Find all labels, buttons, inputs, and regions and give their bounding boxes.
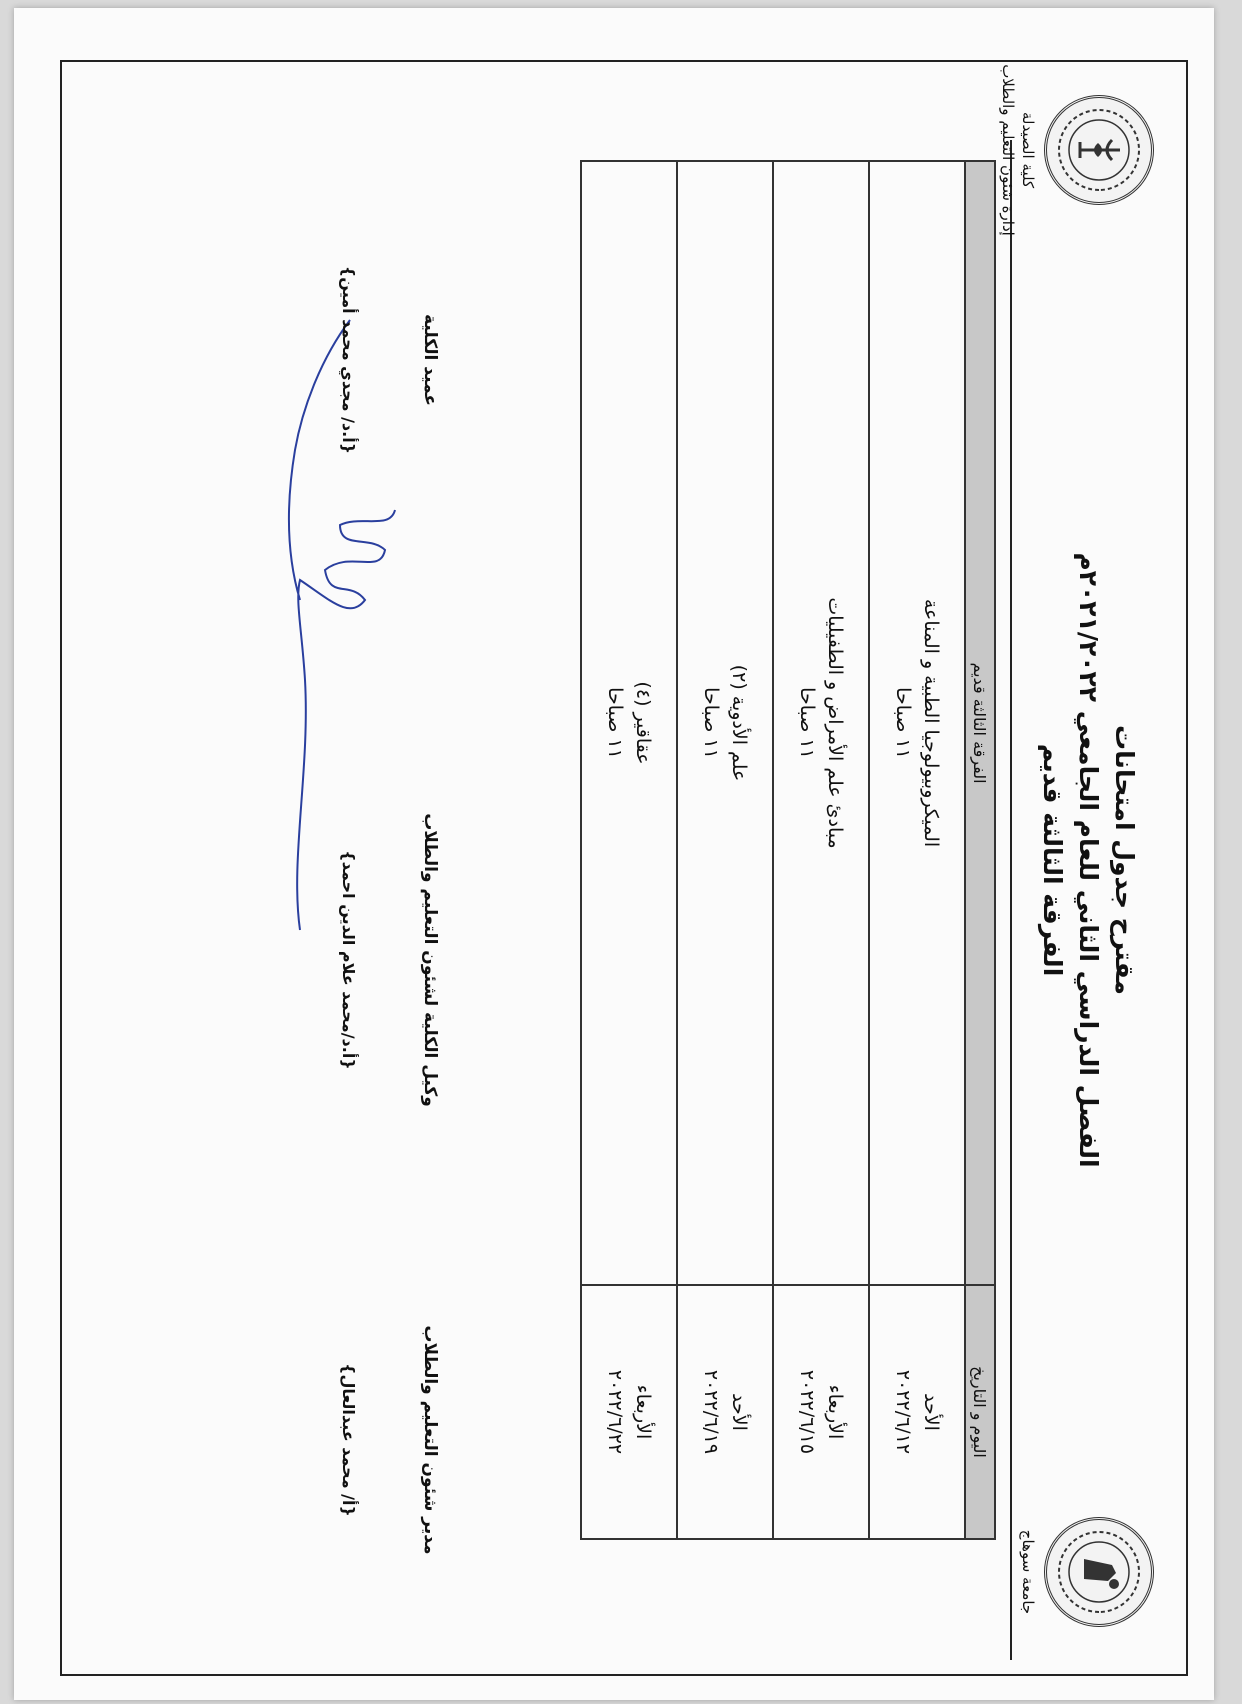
faculty-seal-icon	[1044, 95, 1154, 205]
day-label: الأربعاء	[632, 1384, 654, 1440]
signatures-area	[220, 60, 440, 1660]
date-cell	[581, 1285, 677, 1539]
group-title: الفرقة الثالثة قديم	[1038, 743, 1067, 977]
date-cell	[677, 1285, 773, 1539]
header-divider	[1010, 140, 1012, 1660]
table-row	[869, 161, 965, 1539]
director-name: {أ/ محمد عبدالعال}	[339, 1363, 358, 1517]
director-role: مدير شئون التعليم والطلاب	[420, 1325, 440, 1555]
vice-dean-signature-block	[339, 780, 440, 1140]
day-label: الأحد	[920, 1393, 942, 1431]
university-seal-icon	[1044, 1517, 1154, 1627]
table-header-row	[965, 161, 995, 1539]
date-cell	[869, 1285, 965, 1539]
date-cell	[773, 1285, 869, 1539]
date-label: ٢٠٢٢/٦/٢٢	[604, 1369, 626, 1455]
university-block	[1018, 1502, 1154, 1642]
dean-signature-block	[339, 210, 440, 510]
exam-schedule-document	[52, 60, 1160, 1660]
day-label: الأربعاء	[824, 1384, 846, 1440]
table-row	[581, 161, 677, 1539]
faculty-block	[998, 60, 1154, 240]
header-day-date: اليوم و التاريخ	[965, 1285, 995, 1539]
exam-cell	[869, 161, 965, 1285]
subject-label: مبادئ علم الأمراض و الطفيليات	[824, 597, 846, 849]
exam-cell	[773, 161, 869, 1285]
subject-label: عقاقير (٤)	[632, 681, 654, 765]
title-block	[1034, 480, 1142, 1240]
director-signature-block	[339, 1290, 440, 1590]
date-label: ٢٠٢٢/٦/١٢	[892, 1369, 914, 1455]
faculty-name: كلية الصيدلة	[1019, 111, 1037, 189]
time-label: ١١ صباحا	[796, 687, 818, 759]
subject-label: علم الأدوية (٢)	[728, 664, 750, 782]
dean-role: عميد الكلية	[420, 314, 440, 406]
exam-schedule-table	[580, 160, 996, 1540]
university-name: جامعة سوهاج	[1019, 1529, 1037, 1615]
table-row	[677, 161, 773, 1539]
dean-name: {أ.د/ مجدي محمد أمين}	[339, 265, 358, 455]
time-label: ١١ صباحا	[700, 687, 722, 759]
date-label: ٢٠٢٢/٦/١٩	[700, 1369, 722, 1455]
exam-cell	[581, 161, 677, 1285]
document-title: مقترح جدول امتحانات	[1110, 725, 1139, 995]
department-name: إدارة شئون التعليم والطلاب	[999, 64, 1017, 236]
header-group: الفرقة الثالثة قديم	[965, 161, 995, 1285]
exam-cell	[677, 161, 773, 1285]
document-subtitle: الفصل الدراسي الثاني للعام الجامعي ٢٠٢١/٢٠٢٢م	[1074, 552, 1103, 1168]
table-row	[773, 161, 869, 1539]
subject-label: الميكروبيولوجيا الطبية و المناعة	[920, 598, 942, 848]
time-label: ١١ صباحا	[892, 687, 914, 759]
day-label: الأحد	[728, 1393, 750, 1431]
vice-dean-role: وكيل الكلية لشئون التعليم والطلاب	[420, 813, 440, 1107]
date-label: ٢٠٢٢/٦/١٥	[796, 1369, 818, 1455]
vice-dean-name: {أ.د/محمد علام الدين احمد}	[339, 850, 358, 1070]
time-label: ١١ صباحا	[604, 687, 626, 759]
